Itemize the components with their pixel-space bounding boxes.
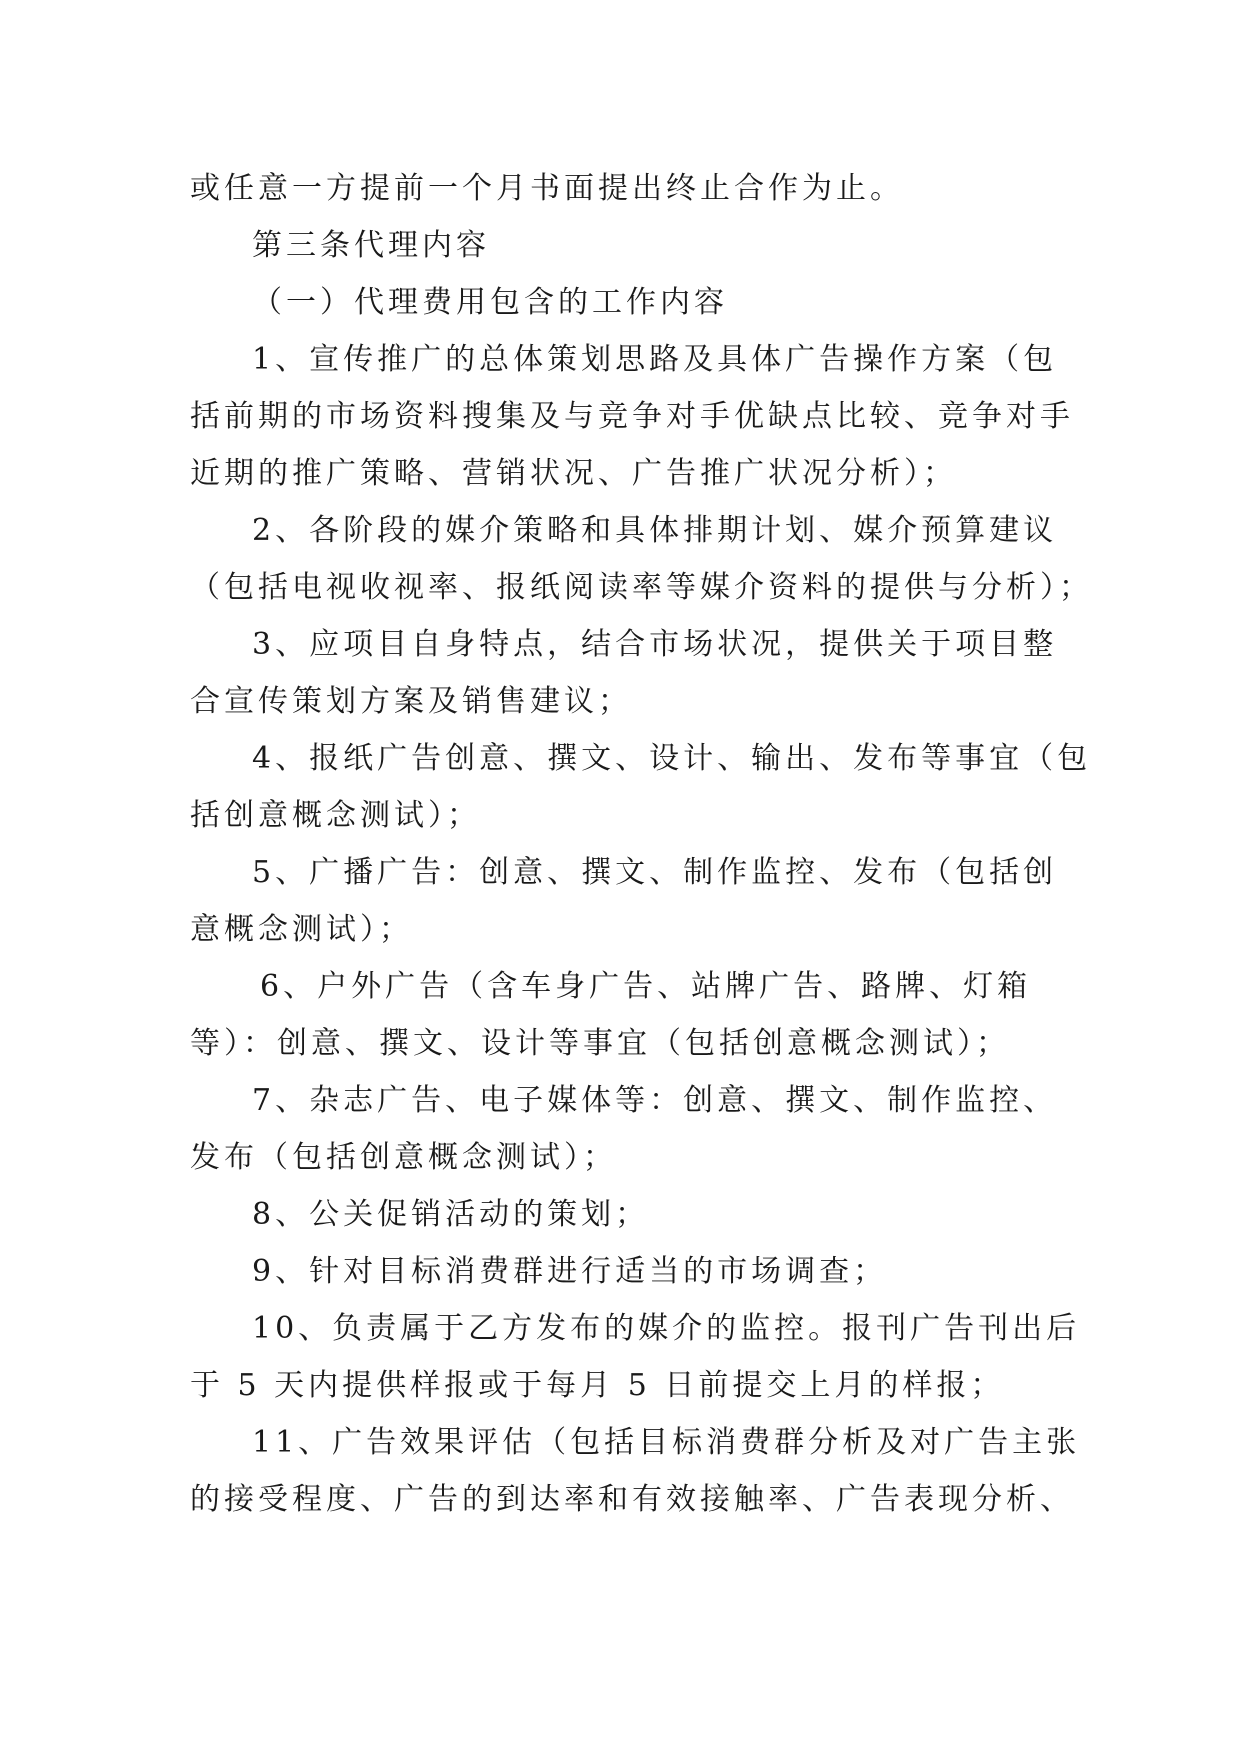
text-line: 10、负责属于乙方发布的媒介的监控。报刊广告刊出后: [252, 1311, 1081, 1346]
text-line: 或任意一方提前一个月书面提出终止合作为止。: [190, 171, 904, 206]
text-line: 发布（包括创意概念测试）；: [190, 1140, 617, 1175]
text-line: 1、宣传推广的总体策划思路及具体广告操作方案（包: [252, 342, 1058, 377]
text-line: 合宣传策划方案及销售建议；: [190, 684, 632, 719]
subsection-heading: （一）代理费用包含的工作内容: [252, 285, 728, 320]
text-line: 近期的推广策略、营销状况、广告推广状况分析）；: [190, 456, 957, 491]
text-line: 7、杂志广告、电子媒体等：创意、撰文、制作监控、: [252, 1083, 1058, 1118]
text-line: 11、广告效果评估（包括目标消费群分析及对广告主张: [252, 1425, 1081, 1460]
text-line: 6、户外广告（含车身广告、站牌广告、路牌、灯箱: [260, 969, 1032, 1004]
text-line: 于 5 天内提供样报或于每月 5 日前提交上月的样报；: [190, 1368, 1005, 1403]
text-line: 2、各阶段的媒介策略和具体排期计划、媒介预算建议: [252, 513, 1058, 548]
text-line: 4、报纸广告创意、撰文、设计、输出、发布等事宜（包: [252, 741, 1092, 776]
text-line: 5、广播广告：创意、撰文、制作监控、发布（包括创: [252, 855, 1058, 890]
text-line: 3、应项目自身特点，结合市场状况，提供关于项目整: [252, 627, 1058, 662]
document-body: [190, 160, 1093, 1528]
text-line: 括前期的市场资料搜集及与竞争对手优缺点比较、竞争对手: [190, 399, 1074, 434]
text-line: 的接受程度、广告的到达率和有效接触率、广告表现分析、: [190, 1482, 1074, 1517]
text-line: 8、公关促销活动的策划；: [252, 1197, 650, 1232]
text-line: 意概念测试）；: [190, 912, 413, 947]
text-line: （包括电视收视率、报纸阅读率等媒介资料的提供与分析）；: [190, 570, 1093, 605]
text-line: 9、针对目标消费群进行适当的市场调查；: [252, 1254, 888, 1289]
text-line: 括创意概念测试）；: [190, 798, 481, 833]
text-line: 等）：创意、撰文、设计等事宜（包括创意概念测试）；: [190, 1026, 1010, 1061]
section-heading: 第三条代理内容: [252, 228, 490, 263]
